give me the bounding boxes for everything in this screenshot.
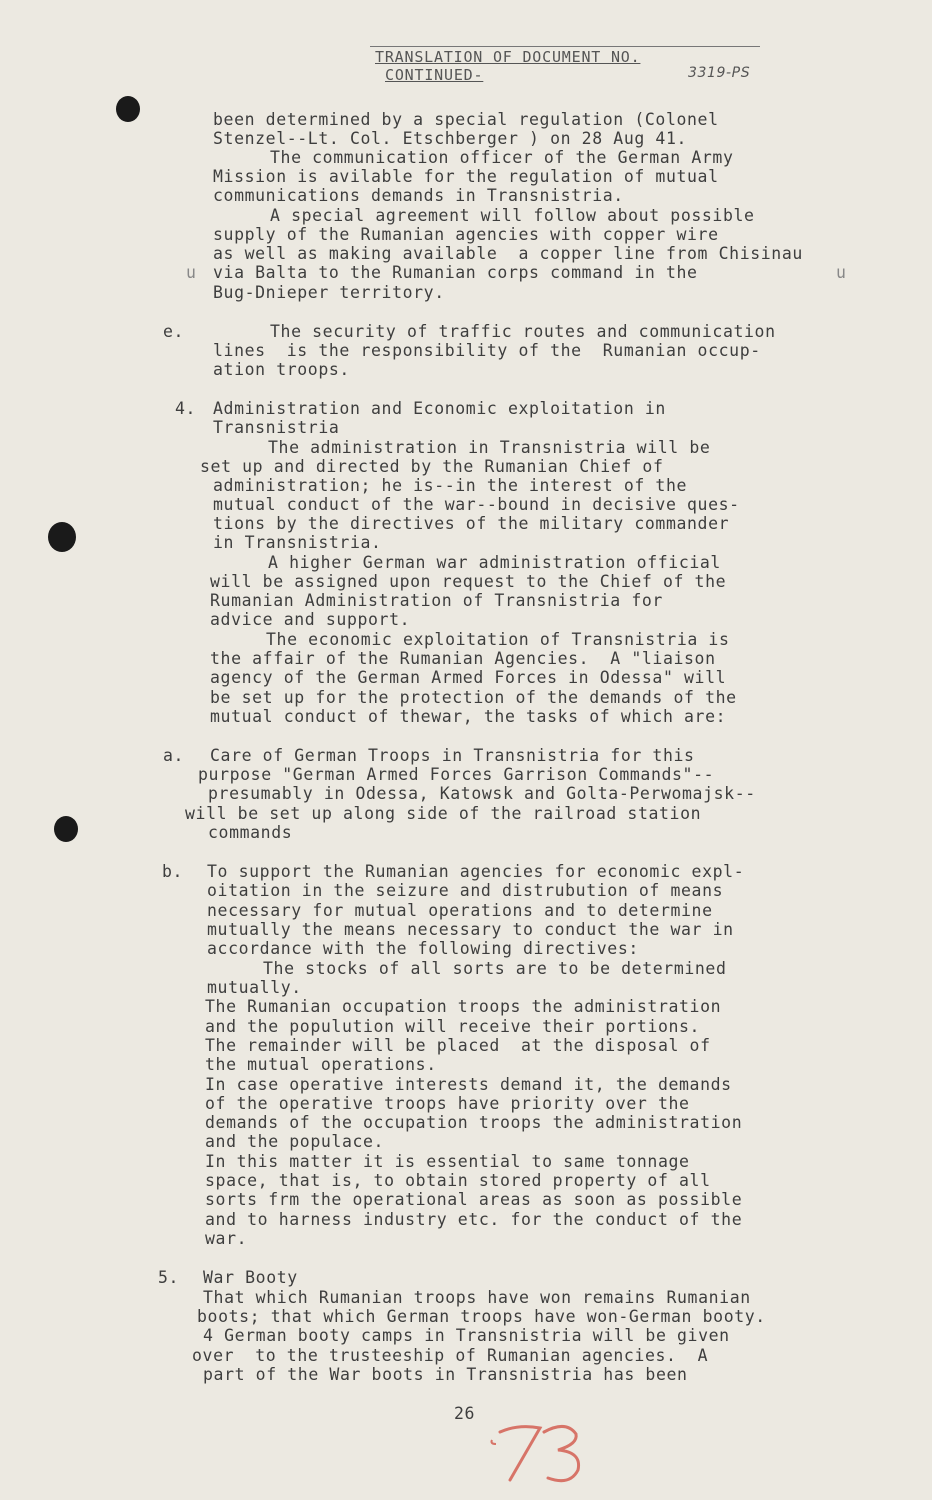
page-number: 26 (454, 1404, 476, 1423)
body-line: set up and directed by the Rumanian Chief of (200, 457, 664, 476)
body-line: The communication officer of the German Army (270, 148, 734, 167)
document-number-handwritten: 3319-PS (688, 65, 751, 81)
margin-fragment-left: u (186, 263, 197, 282)
header-title-line2: CONTINUED- (385, 66, 484, 84)
body-line: advice and support. (210, 610, 411, 629)
punch-hole-bottom (54, 816, 78, 842)
body-line: The stocks of all sorts are to be determined (263, 959, 727, 978)
handwritten-page-number (488, 1410, 598, 1490)
body-line: e. (163, 322, 185, 341)
body-line: mutually the means necessary to conduct the war in (207, 920, 734, 939)
body-line: and to harness industry etc. for the conduct of the (205, 1210, 743, 1229)
body-line: The security of traffic routes and communication (270, 322, 776, 341)
body-line: Mission is avilable for the regulation of mutual (213, 167, 719, 186)
body-line: That which Rumanian troops have won remains Rumanian (203, 1288, 751, 1307)
body-line: communications demands in Transnistria. (213, 186, 624, 205)
body-line: A special agreement will follow about possible (270, 206, 755, 225)
body-line: be set up for the protection of the demands of the (210, 688, 737, 707)
body-line: administration; he is--in the interest of the (213, 476, 688, 495)
body-line: a. (163, 746, 185, 765)
body-line: oitation in the seizure and distrubution of means (207, 881, 724, 900)
body-line: over to the trusteeship of Rumanian agencies. A (192, 1346, 709, 1365)
body-line: accordance with the following directives: (207, 939, 639, 958)
body-line: To support the Rumanian agencies for economic expl- (207, 862, 745, 881)
body-line: Bug-Dnieper territory. (213, 283, 445, 302)
body-line: Rumanian Administration of Transnistria for (210, 591, 663, 610)
body-line: space, that is, to obtain stored property of all (205, 1171, 711, 1190)
body-line: the mutual operations. (205, 1055, 437, 1074)
body-line: sorts frm the operational areas as soon as possible (205, 1190, 743, 1209)
header-title-line1: TRANSLATION OF DOCUMENT NO. (375, 48, 641, 66)
body-line: War Booty (203, 1268, 298, 1287)
body-line: In case operative interests demand it, the demands (205, 1075, 732, 1094)
body-line: ation troops. (213, 360, 350, 379)
body-line: 5. (158, 1268, 180, 1287)
body-line: commands (208, 823, 293, 842)
body-line: Transnistria (213, 418, 340, 437)
body-line: Stenzel--Lt. Col. Etschberger ) on 28 Aug 41. (213, 129, 688, 148)
body-line: lines is the responsibility of the Rumanian occup- (213, 341, 761, 360)
body-line: A higher German war administration official (268, 553, 721, 572)
punch-hole-middle (48, 522, 76, 552)
body-line: will be set up along side of the railroad station (185, 804, 702, 823)
body-line: 4. (175, 399, 197, 418)
body-line: mutual conduct of the war--bound in decisive ques- (213, 495, 740, 514)
body-line: of the operative troops have priority over the (205, 1094, 690, 1113)
body-line: agency of the German Armed Forces in Odessa" will (210, 668, 727, 687)
header-rule (370, 46, 760, 47)
body-line: mutual conduct of thewar, the tasks of which are: (210, 707, 727, 726)
body-line: necessary for mutual operations and to determine (207, 901, 713, 920)
body-line: tions by the directives of the military commander (213, 514, 730, 533)
body-line: part of the War boots in Transnistria has been (203, 1365, 688, 1384)
body-line: purpose "German Armed Forces Garrison Commands"-- (198, 765, 715, 784)
body-line: presumably in Odessa, Katowsk and Golta-Perwomajsk-- (208, 784, 756, 803)
body-line: The Rumanian occupation troops the administration (205, 997, 722, 1016)
body-line: the affair of the Rumanian Agencies. A "liaison (210, 649, 716, 668)
body-line: The economic exploitation of Transnistria is (266, 630, 730, 649)
body-line: The administration in Transnistria will be (268, 438, 711, 457)
body-line: The remainder will be placed at the disposal of (205, 1036, 711, 1055)
body-line: boots; that which German troops have won-German booty. (197, 1307, 766, 1326)
body-line: been determined by a special regulation (Colonel (213, 110, 719, 129)
body-line: supply of the Rumanian agencies with copper wire (213, 225, 719, 244)
body-line: and the populution will receive their portions. (205, 1017, 701, 1036)
body-line: demands of the occupation troops the administration (205, 1113, 743, 1132)
body-line: Administration and Economic exploitation in (213, 399, 666, 418)
body-line: Care of German Troops in Transnistria for this (210, 746, 695, 765)
body-line: 4 German booty camps in Transnistria will be given (203, 1326, 730, 1345)
body-line: via Balta to the Rumanian corps command in the (213, 263, 698, 282)
margin-fragment-right: u (836, 263, 847, 282)
body-line: war. (205, 1229, 248, 1248)
body-line: In this matter it is essential to same tonnage (205, 1152, 690, 1171)
body-line: mutually. (207, 978, 302, 997)
body-line: b. (162, 862, 184, 881)
body-line: in Transnistria. (213, 533, 382, 552)
body-line: and the populace. (205, 1132, 385, 1151)
punch-hole-top (116, 96, 140, 122)
body-line: as well as making available a copper line from Chisinau (213, 244, 803, 263)
body-line: will be assigned upon request to the Chief of the (210, 572, 727, 591)
